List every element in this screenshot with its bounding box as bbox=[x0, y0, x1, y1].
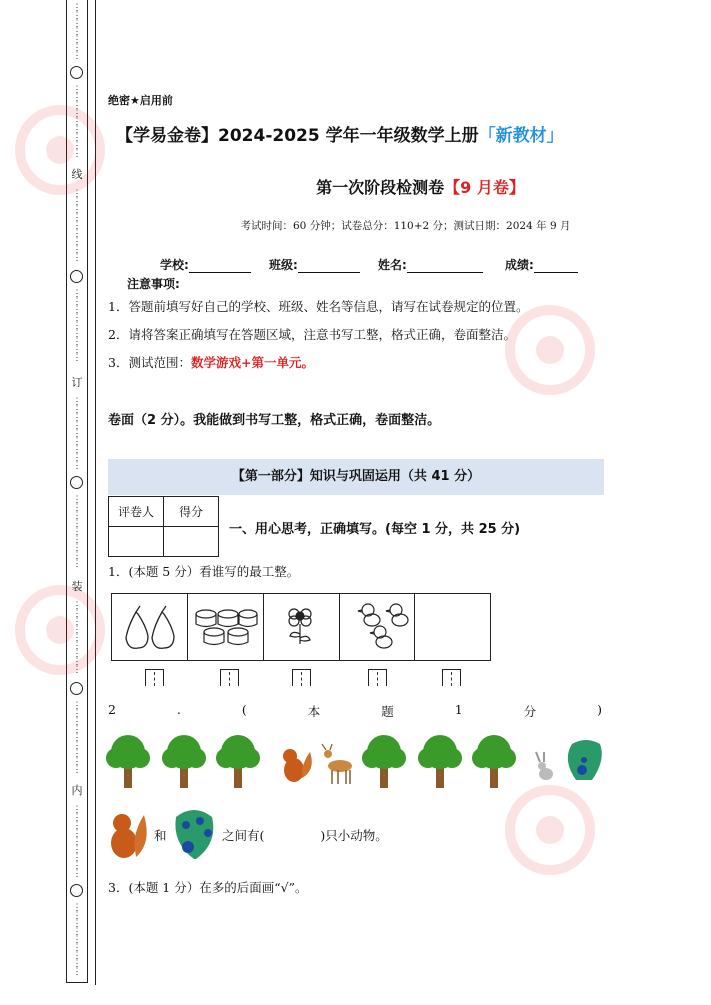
pear-icon bbox=[118, 604, 182, 652]
q2-text: 2 . ( 本 题 1 分 ) bbox=[108, 702, 602, 719]
exam-info: 考试时间：60 分钟；试卷总分：110+2 分；测试日期：2024 年 9 月 bbox=[240, 220, 571, 232]
peacock-icon bbox=[568, 740, 602, 780]
writing-box[interactable] bbox=[220, 669, 239, 686]
notice-item-1: 1．答题前填写好自己的学校、班级、姓名等信息，请写在试卷规定的位置。 bbox=[108, 299, 529, 314]
q1-text: 1．(本题 5 分）看谁写的最工整。 bbox=[108, 564, 300, 579]
info-fields bbox=[160, 256, 578, 273]
tree-icon bbox=[472, 735, 516, 788]
secret-label: 绝密★启用前 bbox=[108, 94, 173, 107]
q1-picture-strip bbox=[111, 593, 491, 661]
school-input[interactable] bbox=[189, 272, 251, 273]
binding-circle bbox=[70, 270, 83, 283]
grader-label: 评卷人 bbox=[109, 497, 164, 527]
cake-icon bbox=[192, 606, 260, 648]
notice-item-2: 2．请将答案正确填写在答题区域，注意书写工整，格式正确，卷面整洁。 bbox=[108, 327, 516, 342]
page-title bbox=[116, 121, 564, 146]
tree-icon bbox=[418, 735, 462, 788]
tree-icon bbox=[162, 735, 206, 788]
school-label: 学校: bbox=[160, 258, 189, 272]
class-label: 班级: bbox=[269, 258, 298, 272]
notice-item-3: 3．测试范围：数学游戏+第一单元。 bbox=[108, 355, 314, 370]
writing-box[interactable] bbox=[442, 669, 461, 686]
writing-box[interactable] bbox=[368, 669, 387, 686]
section-one-title: 一、用心思考，正确填写。(每空 1 分，共 25 分) bbox=[229, 522, 521, 537]
binding-dots: ⋮ ⋮ ⋮ ⋮ ⋮ ⋮ ⋮ ⋮ ⋮ bbox=[72, 85, 82, 159]
part1-bar: 【第一部分】知识与巩固运用（共 41 分） bbox=[108, 459, 604, 495]
points-label: 得分 bbox=[164, 497, 219, 527]
class-input[interactable] bbox=[298, 272, 360, 273]
tree-icon bbox=[216, 735, 260, 788]
binding-char-ding: 订 bbox=[71, 376, 83, 389]
grader-cell[interactable] bbox=[109, 527, 164, 557]
q2-and: 和 bbox=[154, 828, 167, 843]
binding-dots: ⋮ ⋮ ⋮ ⋮ ⋮ ⋮ ⋮ bbox=[72, 3, 82, 61]
score-label: 成绩: bbox=[505, 258, 534, 272]
page-subtitle bbox=[0, 175, 711, 198]
binding-char-line: 线 bbox=[71, 168, 83, 181]
binding-dots: ⋮ ⋮ ⋮ ⋮ ⋮ ⋮ ⋮ ⋮ ⋮ bbox=[72, 601, 82, 675]
flower-icon bbox=[284, 606, 316, 650]
squirrel-icon bbox=[283, 749, 312, 782]
peacock-icon bbox=[168, 803, 220, 865]
binding-dots: ⋮ ⋮ ⋮ ⋮ ⋮ ⋮ ⋮ ⋮ ⋮ bbox=[72, 903, 82, 977]
binding-circle bbox=[70, 682, 83, 695]
watermark-logo bbox=[500, 300, 600, 400]
watermark-logo bbox=[10, 580, 110, 680]
rabbit-icon bbox=[536, 752, 553, 780]
binding-dots: ⋮ ⋮ ⋮ ⋮ ⋮ ⋮ ⋮ ⋮ ⋮ bbox=[72, 189, 82, 263]
tree-icon bbox=[106, 735, 150, 788]
squirrel-icon bbox=[106, 805, 148, 863]
points-cell[interactable] bbox=[164, 527, 219, 557]
writing-box[interactable] bbox=[292, 669, 311, 686]
title-main: 【学易金卷】2024-2025 学年一年级数学上册 bbox=[116, 126, 479, 146]
subtitle-tag: 【9 月卷】 bbox=[444, 178, 525, 197]
neatness-note: 卷面（2 分）。我能做到书写工整，格式正确，卷面整洁。 bbox=[108, 413, 441, 428]
score-input[interactable] bbox=[534, 272, 578, 273]
binding-dots: ⋮ ⋮ ⋮ ⋮ ⋮ ⋮ ⋮ ⋮ ⋮ bbox=[72, 289, 82, 363]
watermark-logo bbox=[500, 780, 600, 880]
name-label: 姓名: bbox=[378, 258, 407, 272]
name-input[interactable] bbox=[407, 272, 483, 273]
chick-icon bbox=[356, 600, 412, 654]
deer-icon bbox=[322, 744, 352, 784]
notice-heading: 注意事项: bbox=[127, 277, 180, 291]
binding-circle bbox=[70, 66, 83, 79]
q2-answer-line: 之间有( )只小动物。 bbox=[222, 828, 388, 843]
binding-dots: ⋮ ⋮ ⋮ ⋮ ⋮ ⋮ ⋮ ⋮ ⋮ bbox=[72, 805, 82, 879]
binding-dots: ⋮ ⋮ ⋮ ⋮ ⋮ ⋮ ⋮ ⋮ ⋮ bbox=[72, 701, 82, 775]
writing-box[interactable] bbox=[145, 669, 164, 686]
tree-icon bbox=[362, 735, 406, 788]
grade-table bbox=[108, 496, 219, 557]
binding-dots: ⋮ ⋮ ⋮ ⋮ ⋮ ⋮ ⋮ ⋮ ⋮ bbox=[72, 397, 82, 471]
subtitle-main: 第一次阶段检测卷 bbox=[316, 178, 445, 197]
binding-dots: ⋮ ⋮ ⋮ ⋮ ⋮ ⋮ ⋮ ⋮ ⋮ bbox=[72, 495, 82, 569]
q2-animal-row bbox=[106, 730, 606, 792]
binding-char-nei: 内 bbox=[71, 784, 83, 797]
binding-char-zhuang: 装 bbox=[71, 580, 83, 593]
binding-circle bbox=[70, 476, 83, 489]
binding-circle bbox=[70, 884, 83, 897]
title-tag: 「新教材」 bbox=[478, 126, 564, 146]
test-range: 数学游戏+第一单元。 bbox=[190, 355, 314, 370]
q3-text: 3．(本题 1 分）在多的后面画“√”。 bbox=[108, 880, 308, 895]
